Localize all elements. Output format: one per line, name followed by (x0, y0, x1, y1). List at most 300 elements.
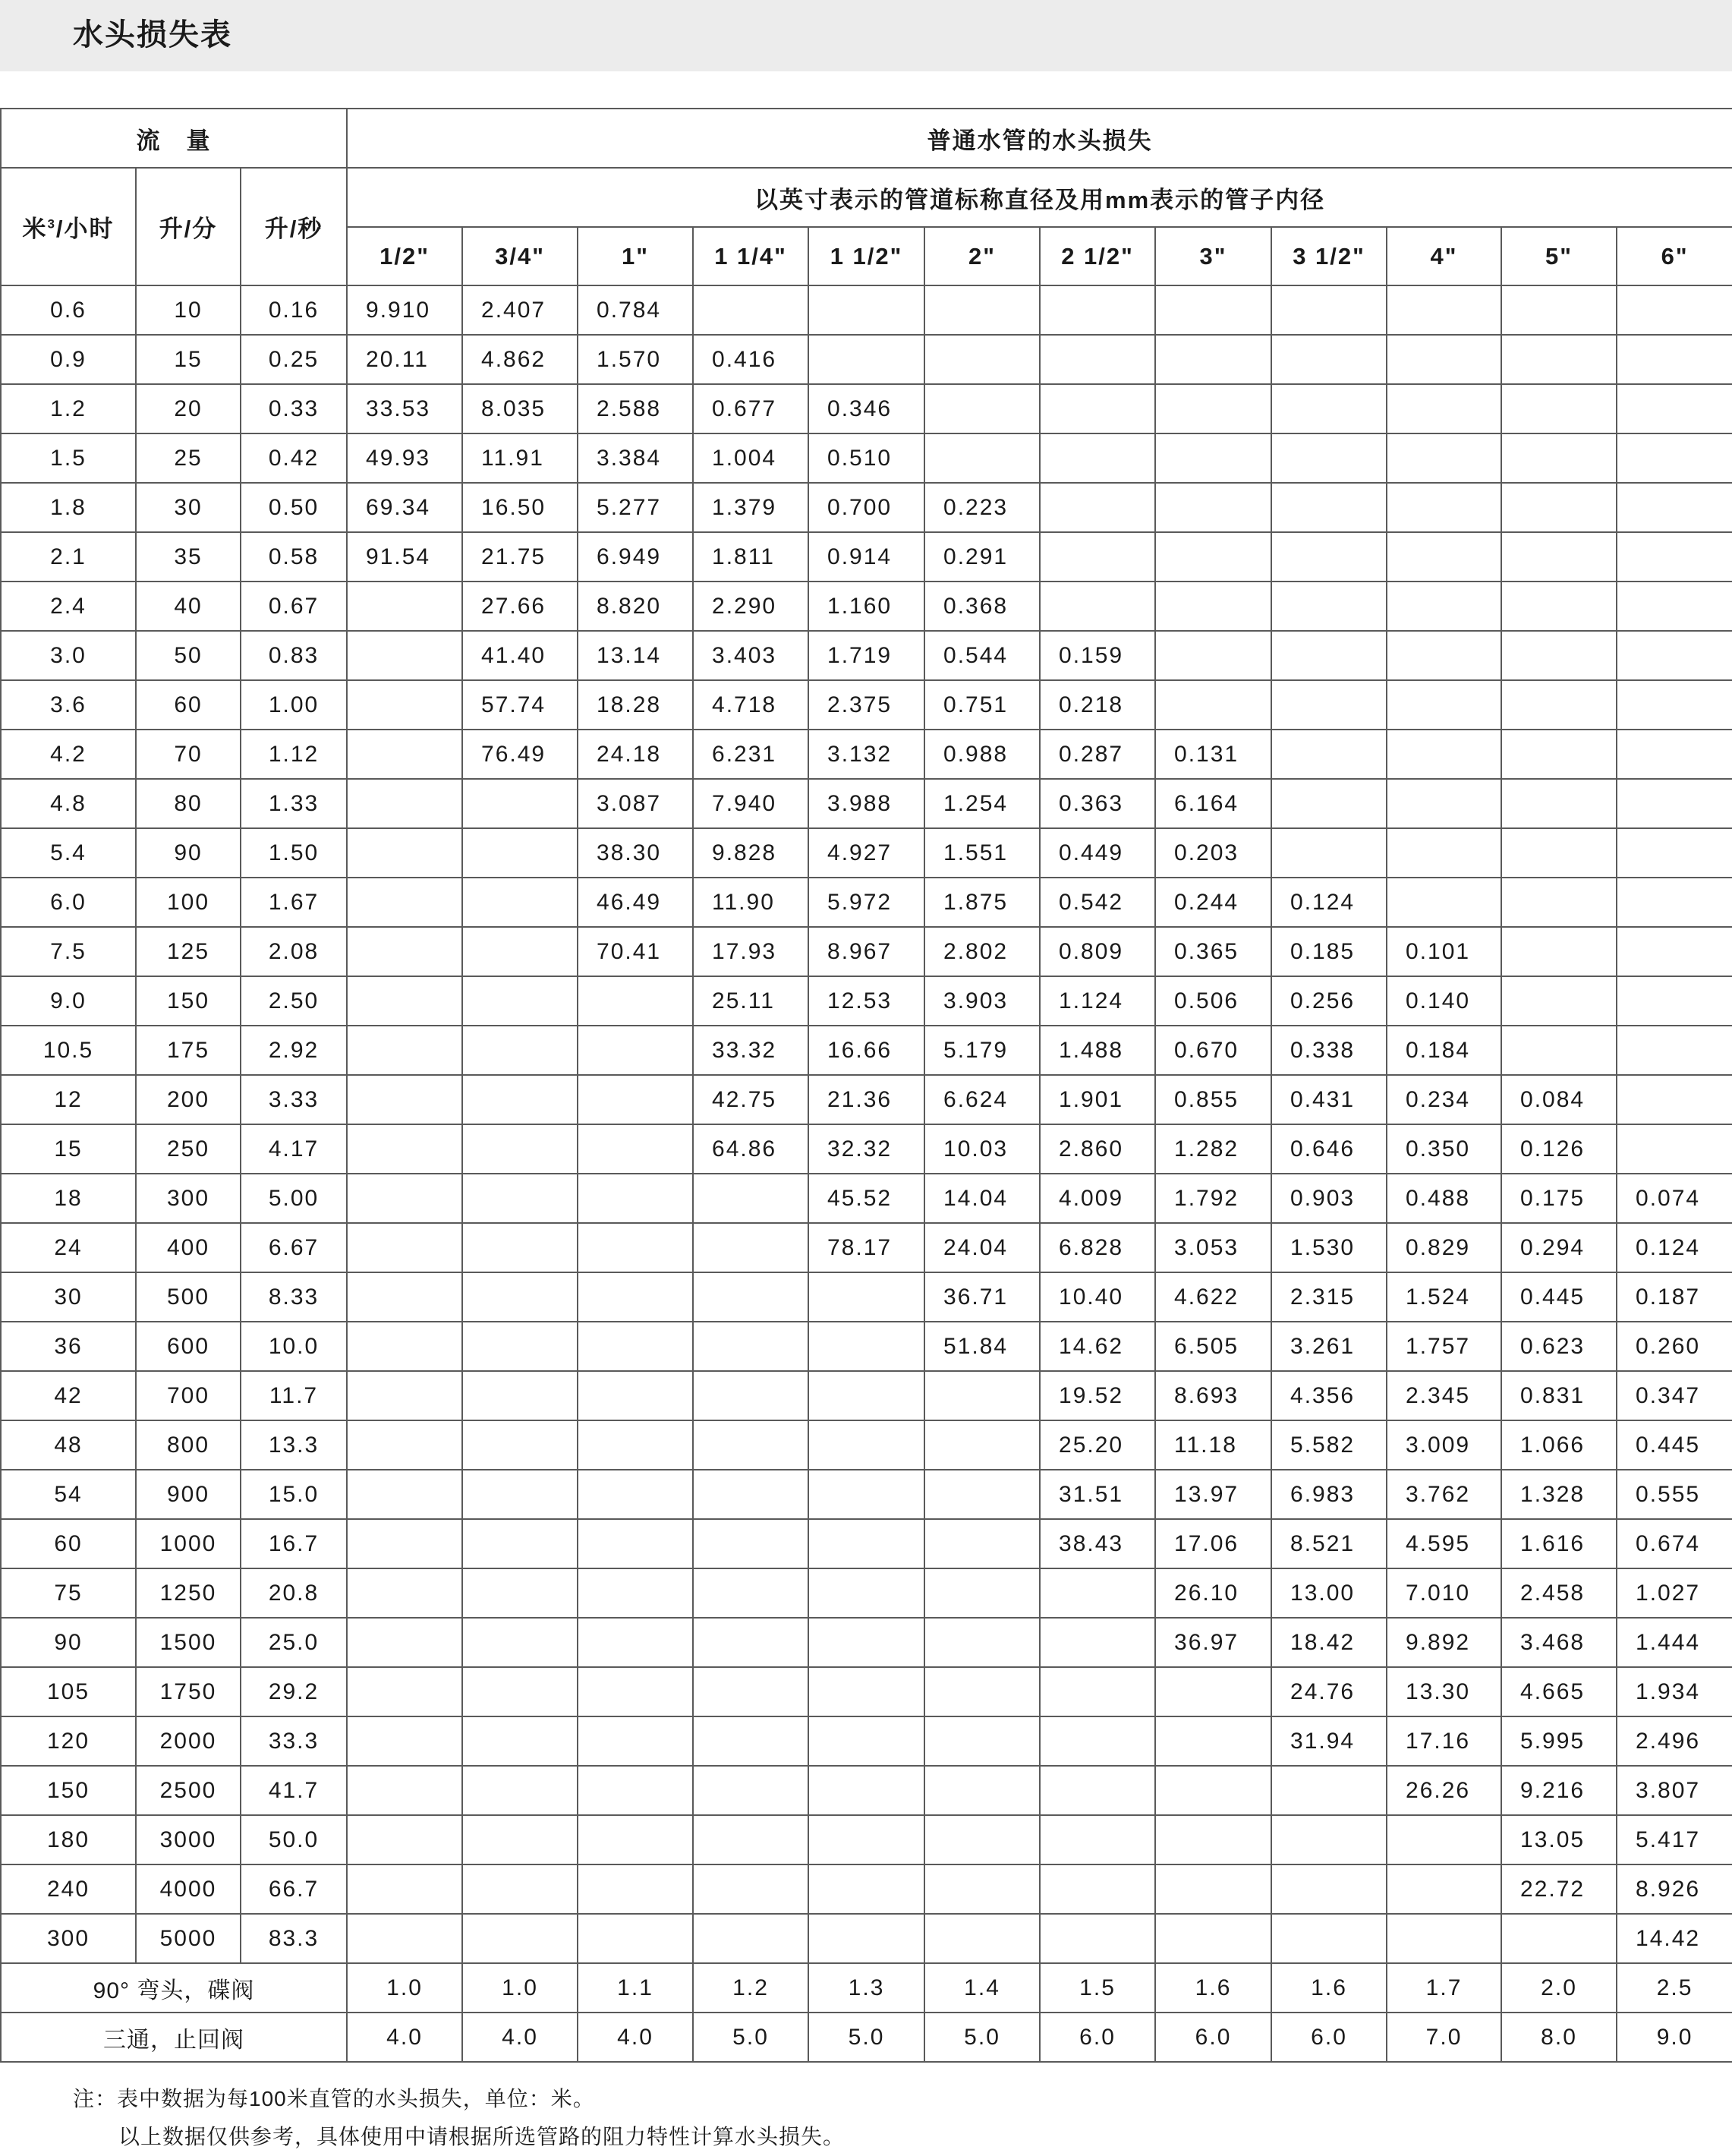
flow-cell-lps: 0.25 (241, 335, 347, 384)
table-row (1, 1470, 1732, 1519)
loss-cell: 0.488 (1387, 1174, 1501, 1223)
loss-cell (1040, 582, 1155, 631)
loss-cell (462, 1371, 578, 1420)
flow-cell-lpm: 150 (136, 976, 241, 1026)
flow-cell-lpm: 1500 (136, 1618, 241, 1667)
loss-cell: 0.175 (1501, 1174, 1617, 1223)
loss-cell: 2.458 (1501, 1568, 1617, 1618)
loss-cell: 4.665 (1501, 1667, 1617, 1716)
loss-cell: 13.14 (578, 631, 693, 680)
loss-cell (1040, 1864, 1155, 1914)
loss-cell: 18.28 (578, 680, 693, 730)
loss-cell: 11.90 (693, 878, 808, 927)
loss-cell: 0.347 (1617, 1371, 1732, 1420)
loss-cell (1387, 1914, 1501, 1963)
loss-cell: 31.94 (1271, 1716, 1387, 1766)
loss-cell: 1.530 (1271, 1223, 1387, 1272)
loss-cell (808, 335, 924, 384)
flow-cell-m3h: 10.5 (1, 1026, 136, 1075)
loss-cell (693, 1667, 808, 1716)
loss-cell: 4.718 (693, 680, 808, 730)
loss-cell (462, 1568, 578, 1618)
loss-cell: 5.995 (1501, 1716, 1617, 1766)
loss-cell (693, 1914, 808, 1963)
fitting-cell: 5.0 (808, 2013, 924, 2062)
loss-cell (1617, 335, 1732, 384)
flow-cell-lps: 4.17 (241, 1124, 347, 1174)
flow-header: 流 量 (1, 109, 347, 168)
loss-cell (1617, 483, 1732, 532)
flow-cell-m3h: 15 (1, 1124, 136, 1174)
flow-cell-lpm: 60 (136, 680, 241, 730)
loss-cell (347, 1815, 462, 1864)
flow-cell-m3h: 5.4 (1, 828, 136, 878)
loss-cell: 1.757 (1387, 1322, 1501, 1371)
flow-cell-m3h: 240 (1, 1864, 136, 1914)
loss-cell: 46.49 (578, 878, 693, 927)
loss-cell: 1.875 (924, 878, 1040, 927)
loss-cell: 64.86 (693, 1124, 808, 1174)
loss-cell (347, 1026, 462, 1075)
loss-cell: 0.542 (1040, 878, 1155, 927)
loss-cell: 49.93 (347, 433, 462, 483)
loss-cell (578, 976, 693, 1026)
loss-cell: 1.379 (693, 483, 808, 532)
loss-cell (924, 1815, 1040, 1864)
loss-cell: 0.510 (808, 433, 924, 483)
fitting-cell: 1.3 (808, 1963, 924, 2013)
loss-cell: 1.934 (1617, 1667, 1732, 1716)
loss-cell: 0.124 (1617, 1223, 1732, 1272)
loss-cell (347, 1667, 462, 1716)
loss-cell: 0.291 (924, 532, 1040, 582)
flow-cell-lpm: 40 (136, 582, 241, 631)
fitting-cell: 4.0 (578, 2013, 693, 2062)
loss-cell (1617, 878, 1732, 927)
loss-cell (347, 1864, 462, 1914)
loss-cell: 0.244 (1155, 878, 1271, 927)
loss-cell (924, 1519, 1040, 1568)
loss-cell: 22.72 (1501, 1864, 1617, 1914)
loss-cell (1271, 483, 1387, 532)
loss-cell: 5.179 (924, 1026, 1040, 1075)
loss-cell (1501, 384, 1617, 433)
flow-cell-lpm: 30 (136, 483, 241, 532)
loss-cell: 3.087 (578, 779, 693, 828)
loss-cell: 1.719 (808, 631, 924, 680)
fitting-cell: 4.0 (462, 2013, 578, 2062)
loss-cell (347, 1470, 462, 1519)
loss-cell: 17.93 (693, 927, 808, 976)
flow-cell-m3h: 60 (1, 1519, 136, 1568)
flow-cell-lps: 0.50 (241, 483, 347, 532)
loss-cell (578, 1223, 693, 1272)
loss-cell (1271, 1864, 1387, 1914)
loss-cell: 6.983 (1271, 1470, 1387, 1519)
loss-cell: 0.101 (1387, 927, 1501, 976)
flow-cell-lps: 0.67 (241, 582, 347, 631)
loss-cell (1271, 1766, 1387, 1815)
loss-cell (1501, 828, 1617, 878)
flow-cell-m3h: 7.5 (1, 927, 136, 976)
table-row (1, 1371, 1732, 1420)
note-line-2: 以上数据仅供参考，具体使用中请根据所选管路的阻力特性计算水头损失。 (118, 2125, 846, 2148)
loss-cell (1501, 1914, 1617, 1963)
size-header-cell: 3 1/2" (1271, 227, 1387, 285)
loss-cell: 0.187 (1617, 1272, 1732, 1322)
loss-cell: 0.140 (1387, 976, 1501, 1026)
loss-cell (1501, 976, 1617, 1026)
loss-cell: 3.762 (1387, 1470, 1501, 1519)
loss-cell (1271, 1914, 1387, 1963)
loss-cell: 0.126 (1501, 1124, 1617, 1174)
loss-cell (1617, 1026, 1732, 1075)
loss-cell (924, 285, 1040, 335)
flow-cell-m3h: 0.6 (1, 285, 136, 335)
loss-cell (1155, 433, 1271, 483)
table-row (1, 1519, 1732, 1568)
table-row (1, 1618, 1732, 1667)
loss-cell (578, 1519, 693, 1568)
fitting-cell: 7.0 (1387, 2013, 1501, 2062)
title-bar (0, 0, 1732, 71)
loss-cell: 24.18 (578, 730, 693, 779)
flow-cell-lpm: 125 (136, 927, 241, 976)
loss-cell: 0.431 (1271, 1075, 1387, 1124)
loss-cell (1040, 384, 1155, 433)
loss-cell (1040, 1618, 1155, 1667)
loss-cell (693, 1174, 808, 1223)
loss-cell: 0.555 (1617, 1470, 1732, 1519)
loss-cell (693, 1371, 808, 1420)
diameter-subtitle: 以英寸表示的管道标称直径及用mm表示的管子内径 (347, 168, 1732, 227)
loss-cell (1040, 285, 1155, 335)
loss-cell: 21.75 (462, 532, 578, 582)
size-header-cell: 3/4" (462, 227, 578, 285)
flow-cell-m3h: 9.0 (1, 976, 136, 1026)
loss-cell: 6.505 (1155, 1322, 1271, 1371)
unit-m3h-header (1, 168, 136, 285)
loss-cell: 0.674 (1617, 1519, 1732, 1568)
flow-cell-lps: 33.3 (241, 1716, 347, 1766)
loss-cell: 7.940 (693, 779, 808, 828)
loss-cell (1387, 1864, 1501, 1914)
loss-cell: 3.903 (924, 976, 1040, 1026)
loss-cell: 21.36 (808, 1075, 924, 1124)
loss-cell (1155, 335, 1271, 384)
unit-lps-header: 升/秒 (241, 168, 347, 285)
loss-cell (1155, 582, 1271, 631)
loss-cell (1040, 335, 1155, 384)
loss-cell: 0.831 (1501, 1371, 1617, 1420)
flow-cell-m3h: 75 (1, 1568, 136, 1618)
fitting-cell: 4.0 (347, 2013, 462, 2062)
flow-cell-lps: 50.0 (241, 1815, 347, 1864)
loss-cell: 70.41 (578, 927, 693, 976)
loss-cell: 0.294 (1501, 1223, 1617, 1272)
flow-cell-lps: 0.33 (241, 384, 347, 433)
loss-cell (1387, 335, 1501, 384)
flow-cell-lpm: 4000 (136, 1864, 241, 1914)
loss-cell: 4.622 (1155, 1272, 1271, 1322)
flow-cell-lpm: 35 (136, 532, 241, 582)
loss-cell (1617, 384, 1732, 433)
loss-cell (1617, 1124, 1732, 1174)
loss-cell (1501, 285, 1617, 335)
loss-cell (462, 1075, 578, 1124)
loss-cell: 6.949 (578, 532, 693, 582)
loss-cell (462, 1272, 578, 1322)
loss-cell: 69.34 (347, 483, 462, 532)
loss-cell: 11.91 (462, 433, 578, 483)
loss-cell (347, 878, 462, 927)
loss-cell: 38.30 (578, 828, 693, 878)
flow-cell-lpm: 5000 (136, 1914, 241, 1963)
table-row (1, 1667, 1732, 1716)
loss-cell: 51.84 (924, 1322, 1040, 1371)
flow-cell-lpm: 25 (136, 433, 241, 483)
flow-cell-m3h: 30 (1, 1272, 136, 1322)
flow-cell-m3h: 42 (1, 1371, 136, 1420)
table-row (1, 631, 1732, 680)
loss-cell: 14.42 (1617, 1914, 1732, 1963)
loss-cell (1617, 631, 1732, 680)
loss-cell (578, 1272, 693, 1322)
loss-cell (462, 1026, 578, 1075)
loss-cell (462, 927, 578, 976)
loss-cell: 19.52 (1040, 1371, 1155, 1420)
loss-cell (808, 1371, 924, 1420)
loss-cell (1271, 730, 1387, 779)
loss-cell: 33.53 (347, 384, 462, 433)
loss-cell (347, 1124, 462, 1174)
loss-cell (924, 1667, 1040, 1716)
table-row (1, 1420, 1732, 1470)
loss-cell (1271, 828, 1387, 878)
flow-cell-lps: 1.33 (241, 779, 347, 828)
loss-cell (924, 1864, 1040, 1914)
loss-cell: 4.009 (1040, 1174, 1155, 1223)
loss-cell: 0.700 (808, 483, 924, 532)
loss-cell (462, 1864, 578, 1914)
loss-cell (693, 1618, 808, 1667)
flow-cell-m3h: 3.6 (1, 680, 136, 730)
flow-cell-lpm: 250 (136, 1124, 241, 1174)
loss-cell: 9.910 (347, 285, 462, 335)
flow-cell-m3h: 18 (1, 1174, 136, 1223)
loss-cell: 0.218 (1040, 680, 1155, 730)
loss-cell (1617, 927, 1732, 976)
flow-cell-lpm: 15 (136, 335, 241, 384)
loss-cell: 78.17 (808, 1223, 924, 1272)
loss-cell (462, 1223, 578, 1272)
loss-cell (1040, 1766, 1155, 1815)
loss-cell (578, 1322, 693, 1371)
loss-cell: 0.623 (1501, 1322, 1617, 1371)
flow-cell-m3h: 300 (1, 1914, 136, 1963)
table-row (1, 1568, 1732, 1618)
flow-cell-lpm: 800 (136, 1420, 241, 1470)
loss-cell (462, 976, 578, 1026)
flow-cell-m3h: 120 (1, 1716, 136, 1766)
loss-cell: 57.74 (462, 680, 578, 730)
flow-cell-m3h: 6.0 (1, 878, 136, 927)
table-row (1, 730, 1732, 779)
loss-cell (578, 1174, 693, 1223)
loss-cell (808, 1716, 924, 1766)
table-row (1, 1124, 1732, 1174)
flow-cell-lpm: 300 (136, 1174, 241, 1223)
loss-cell (1040, 483, 1155, 532)
loss-cell: 1.551 (924, 828, 1040, 878)
loss-cell (462, 1618, 578, 1667)
loss-cell (347, 828, 462, 878)
loss-cell: 5.277 (578, 483, 693, 532)
loss-cell (1271, 335, 1387, 384)
loss-cell (693, 1568, 808, 1618)
loss-cell (808, 1618, 924, 1667)
loss-cell (347, 631, 462, 680)
loss-cell (578, 1766, 693, 1815)
flow-cell-lpm: 70 (136, 730, 241, 779)
flow-cell-lps: 1.00 (241, 680, 347, 730)
flow-cell-lps: 66.7 (241, 1864, 347, 1914)
loss-cell: 0.363 (1040, 779, 1155, 828)
loss-header: 普通水管的水头损失 (347, 109, 1732, 168)
flow-cell-lpm: 50 (136, 631, 241, 680)
loss-cell (578, 1716, 693, 1766)
flow-cell-lps: 5.00 (241, 1174, 347, 1223)
flow-cell-lps: 3.33 (241, 1075, 347, 1124)
loss-cell: 2.588 (578, 384, 693, 433)
loss-cell (693, 1766, 808, 1815)
loss-cell (1387, 1815, 1501, 1864)
fitting-cell: 1.4 (924, 1963, 1040, 2013)
flow-cell-m3h: 1.2 (1, 384, 136, 433)
size-header-cell: 1" (578, 227, 693, 285)
flow-cell-lps: 0.58 (241, 532, 347, 582)
loss-cell: 3.261 (1271, 1322, 1387, 1371)
loss-cell (1617, 532, 1732, 582)
flow-cell-lps: 0.42 (241, 433, 347, 483)
loss-cell (347, 927, 462, 976)
loss-cell: 7.010 (1387, 1568, 1501, 1618)
loss-cell: 24.76 (1271, 1667, 1387, 1716)
loss-cell: 0.159 (1040, 631, 1155, 680)
loss-cell (1155, 1667, 1271, 1716)
loss-cell (808, 1519, 924, 1568)
flow-cell-m3h: 54 (1, 1470, 136, 1519)
loss-cell: 1.792 (1155, 1174, 1271, 1223)
loss-cell (1271, 1815, 1387, 1864)
loss-cell: 3.807 (1617, 1766, 1732, 1815)
loss-cell: 0.506 (1155, 976, 1271, 1026)
loss-cell: 0.988 (924, 730, 1040, 779)
loss-cell (808, 1420, 924, 1470)
size-header-cell: 5" (1501, 227, 1617, 285)
loss-cell: 0.784 (578, 285, 693, 335)
loss-cell: 4.927 (808, 828, 924, 878)
loss-cell: 6.828 (1040, 1223, 1155, 1272)
loss-cell: 91.54 (347, 532, 462, 582)
loss-cell (1271, 384, 1387, 433)
loss-cell: 45.52 (808, 1174, 924, 1223)
loss-cell: 0.677 (693, 384, 808, 433)
loss-cell (578, 1470, 693, 1519)
loss-cell: 20.11 (347, 335, 462, 384)
loss-cell: 0.544 (924, 631, 1040, 680)
loss-cell: 10.40 (1040, 1272, 1155, 1322)
loss-cell: 0.203 (1155, 828, 1271, 878)
table-row (1, 1075, 1732, 1124)
table-row (1, 433, 1732, 483)
loss-cell (1387, 878, 1501, 927)
loss-cell (924, 384, 1040, 433)
flow-cell-lps: 2.08 (241, 927, 347, 976)
flow-cell-lps: 6.67 (241, 1223, 347, 1272)
flow-cell-lps: 1.67 (241, 878, 347, 927)
flow-cell-m3h: 2.1 (1, 532, 136, 582)
loss-cell (347, 1519, 462, 1568)
flow-cell-m3h: 12 (1, 1075, 136, 1124)
flow-cell-lps: 2.92 (241, 1026, 347, 1075)
fitting-cell: 1.1 (578, 1963, 693, 2013)
loss-cell (578, 1420, 693, 1470)
loss-cell (578, 1618, 693, 1667)
flow-cell-lpm: 1000 (136, 1519, 241, 1568)
loss-cell: 3.132 (808, 730, 924, 779)
loss-cell: 0.903 (1271, 1174, 1387, 1223)
loss-cell: 2.315 (1271, 1272, 1387, 1322)
table-row (1, 1766, 1732, 1815)
fitting-cell: 5.0 (924, 2013, 1040, 2062)
flow-cell-lpm: 700 (136, 1371, 241, 1420)
loss-cell: 0.124 (1271, 878, 1387, 927)
loss-cell: 42.75 (693, 1075, 808, 1124)
loss-cell: 0.914 (808, 532, 924, 582)
loss-cell (808, 1272, 924, 1322)
loss-cell (347, 976, 462, 1026)
loss-cell (1617, 730, 1732, 779)
fitting-cell: 1.6 (1155, 1963, 1271, 2013)
flow-cell-m3h: 180 (1, 1815, 136, 1864)
loss-cell (808, 1766, 924, 1815)
loss-cell (1155, 1815, 1271, 1864)
loss-cell (347, 779, 462, 828)
loss-cell (1155, 1864, 1271, 1914)
loss-cell (462, 1766, 578, 1815)
fitting-cell: 5.0 (693, 2013, 808, 2062)
loss-cell: 1.570 (578, 335, 693, 384)
flow-cell-lpm: 90 (136, 828, 241, 878)
flow-cell-m3h: 1.8 (1, 483, 136, 532)
loss-cell (347, 1618, 462, 1667)
fitting-cell: 1.5 (1040, 1963, 1155, 2013)
table-row (1, 680, 1732, 730)
size-header-cell: 1/2" (347, 227, 462, 285)
table-row (1, 976, 1732, 1026)
flow-cell-lps: 15.0 (241, 1470, 347, 1519)
loss-cell: 5.972 (808, 878, 924, 927)
loss-cell: 13.97 (1155, 1470, 1271, 1519)
loss-cell (462, 1519, 578, 1568)
loss-cell: 36.97 (1155, 1618, 1271, 1667)
loss-cell (347, 1766, 462, 1815)
flow-cell-lps: 11.7 (241, 1371, 347, 1420)
loss-cell: 0.809 (1040, 927, 1155, 976)
loss-cell: 13.05 (1501, 1815, 1617, 1864)
loss-cell (1387, 730, 1501, 779)
